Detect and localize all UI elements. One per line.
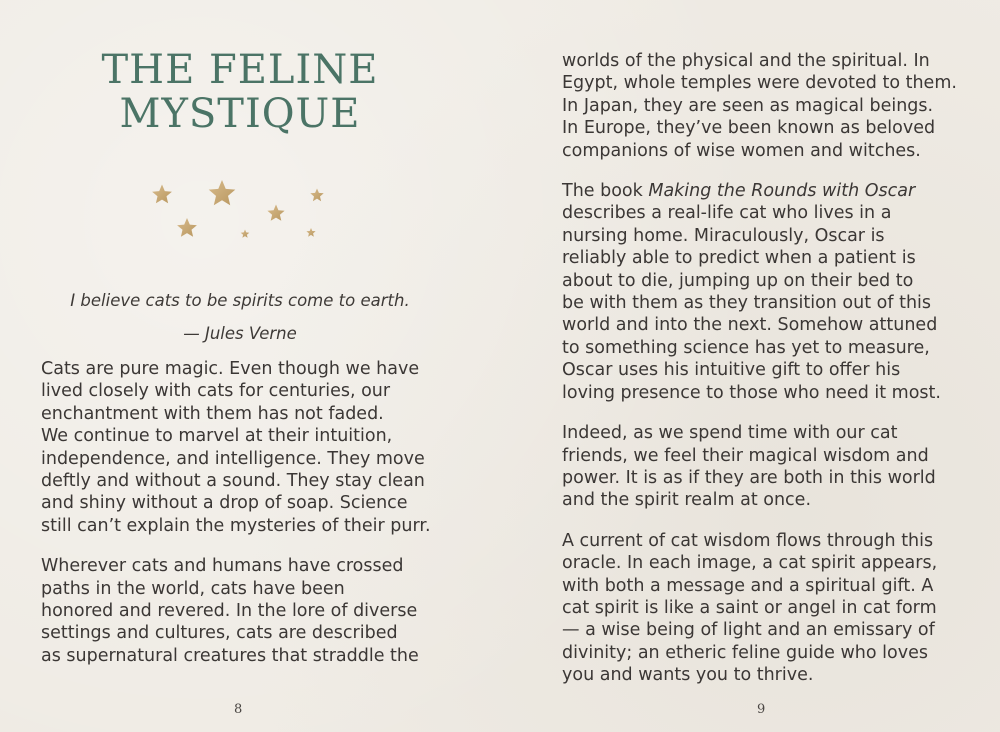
text-line: [562, 180, 992, 202]
text-line: you and wants you to thrive.: [562, 665, 814, 686]
star-icon: [241, 230, 250, 238]
text-line: world and into the next. Somehow attuned: [562, 315, 938, 336]
text-prefix: The book: [562, 181, 649, 202]
text-line: Egypt, whole temples were devoted to them.: [562, 73, 957, 94]
text-line: Wherever cats and humans have crossed: [41, 556, 404, 577]
text-line: Oscar uses his intuitive gift to offer his: [562, 360, 901, 381]
page-number: 8: [234, 702, 243, 717]
text-line: friends, we feel their magical wisdom and: [562, 445, 929, 466]
text-line: In Japan, they are seen as magical beings.: [562, 95, 934, 116]
text-line: about to die, jumping up on their bed to: [562, 270, 914, 291]
star-icon: [152, 185, 172, 204]
text-line: enchantment with them has not faded.: [41, 403, 384, 424]
epigraph-attribution: — Jules Verne: [183, 324, 297, 343]
text-line: be with them as they transition out of this: [562, 293, 932, 314]
page-number: 9: [757, 702, 766, 717]
text-line: with both a message and a spiritual gift. A: [562, 575, 934, 596]
title-line-2: MYSTIQUE: [119, 91, 361, 137]
star-icon: [310, 189, 323, 202]
text-line: Cats are pure magic. Even though we have: [41, 359, 420, 379]
text-line: loving presence to those who need it most.: [562, 382, 941, 403]
paragraph-4: [562, 530, 992, 687]
book-title: Making the Rounds with Oscar: [648, 181, 916, 202]
text-line: to something science has yet to measure,: [562, 337, 930, 358]
text-line: Indeed, as we spend time with our cat: [562, 423, 898, 444]
star-icon: [209, 180, 236, 205]
text-line: oracle. In each image, a cat spirit appears,: [562, 553, 938, 574]
star-icon: [306, 228, 315, 237]
paragraph-2: [41, 555, 471, 667]
text-line: honored and revered. In the lore of diverse: [41, 601, 418, 622]
text-line: We continue to marvel at their intuition,: [41, 426, 393, 447]
left-body-text: [41, 358, 471, 667]
paragraph-1: [562, 50, 992, 162]
text-line: describes a real-life cat who lives in a: [562, 203, 892, 224]
page-title: [40, 48, 440, 136]
text-line: paths in the world, cats have been: [41, 578, 345, 599]
text-line: deftly and without a sound. They stay clean: [41, 471, 425, 492]
text-line: — a wise being of light and an emissary of: [562, 620, 935, 641]
title-line-1: THE FELINE: [101, 47, 379, 93]
text-line: worlds of the physical and the spiritual. In: [562, 51, 930, 71]
text-line: and the spirit realm at once.: [562, 490, 812, 511]
text-line: independence, and intelligence. They move: [41, 448, 425, 469]
text-line: still can’t explain the mysteries of their purr.: [41, 515, 431, 536]
text-line: nursing home. Miraculously, Oscar is: [562, 225, 885, 246]
paragraph-1: [41, 358, 471, 537]
right-body-text: [562, 50, 992, 687]
stars-decoration: [140, 172, 340, 252]
text-line: divinity; an etheric feline guide who loves: [562, 642, 928, 663]
text-line: and shiny without a drop of soap. Science: [41, 493, 408, 514]
text-line: In Europe, they’ve been known as beloved: [562, 118, 936, 139]
text-line: power. It is as if they are both in this world: [562, 467, 936, 488]
epigraph: [40, 290, 440, 345]
text-line: companions of wise women and witches.: [562, 140, 921, 161]
text-line: A current of cat wisdom flows through this: [562, 530, 934, 551]
text-line: as supernatural creatures that straddle the: [41, 645, 419, 666]
epigraph-quote: I believe cats to be spirits come to earth.: [70, 291, 410, 310]
paragraph-3: [562, 422, 992, 512]
star-icon: [267, 205, 284, 221]
text-line: cat spirit is like a saint or angel in cat form: [562, 597, 937, 618]
text-line: settings and cultures, cats are described: [41, 623, 398, 644]
star-icon: [177, 218, 197, 237]
text-line: lived closely with cats for centuries, our: [41, 381, 391, 402]
paragraph-2: [562, 180, 992, 404]
text-line: reliably able to predict when a patient is: [562, 248, 916, 269]
